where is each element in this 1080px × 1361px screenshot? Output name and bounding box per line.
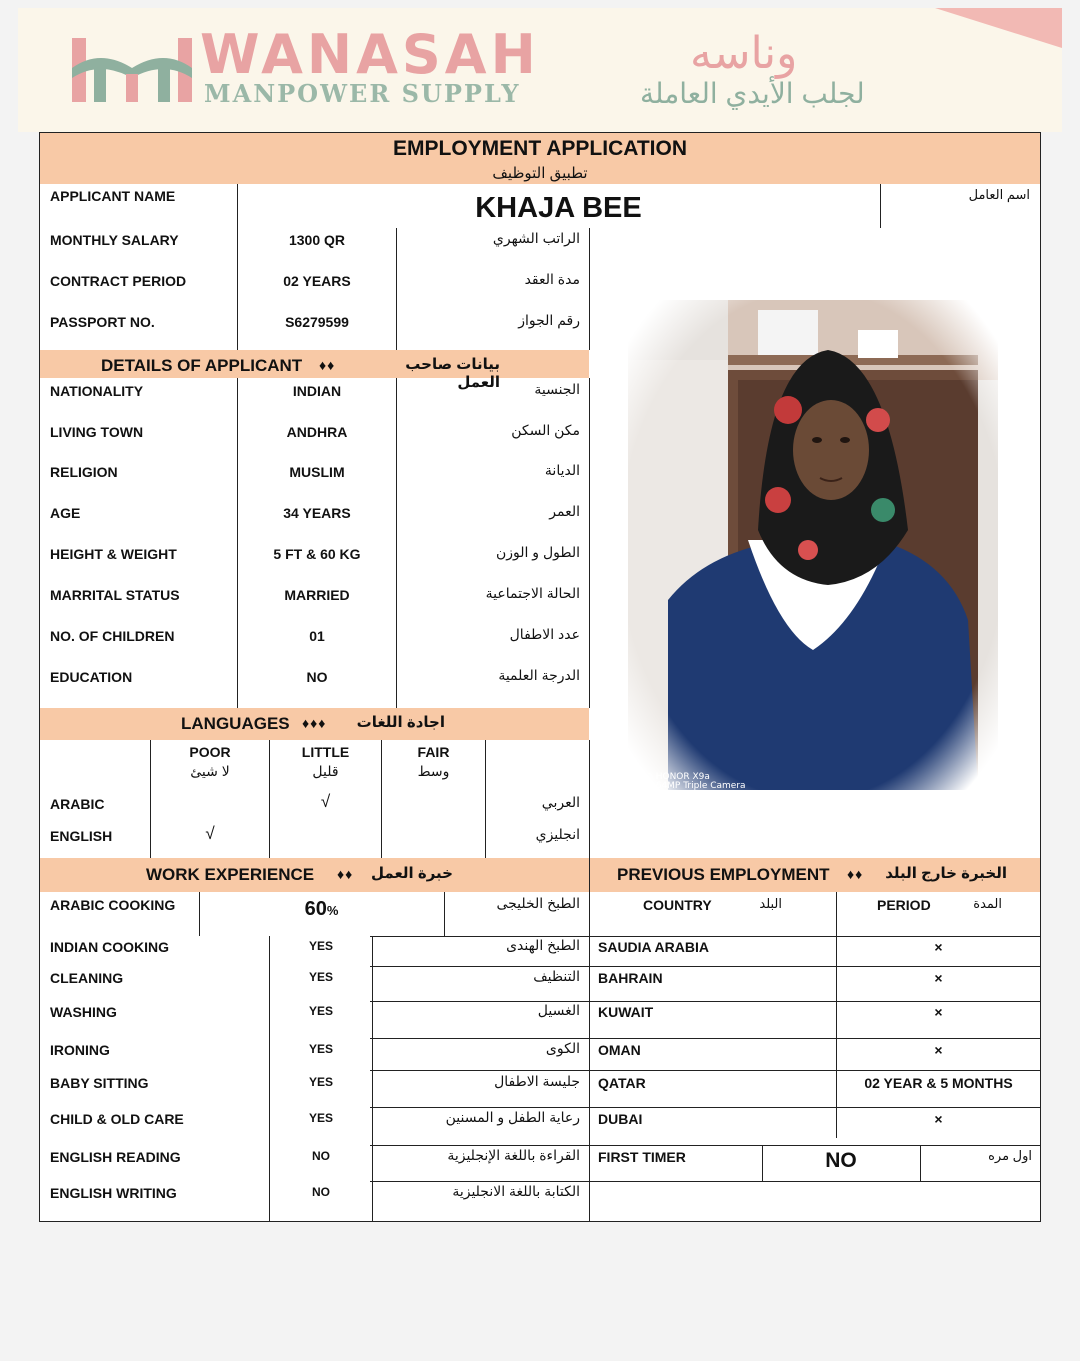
row-label-arabic: الدرجة العلمية: [498, 667, 580, 683]
work-marks: ♦♦: [337, 866, 354, 882]
row-label-arabic: الراتب الشهري: [492, 230, 580, 246]
work-label: ENGLISH READING: [50, 1149, 181, 1165]
first-timer-value: NO: [825, 1149, 857, 1172]
form-title-arabic: تطبيق التوظيف: [492, 165, 588, 182]
country-name: BAHRAIN: [598, 970, 663, 986]
row-label: MONTHLY SALARY: [50, 232, 179, 248]
photo-caption-camera: ● 64MP Triple Camera: [645, 781, 746, 791]
row-value: MUSLIM: [289, 464, 345, 480]
row-label: CONTRACT PERIOD: [50, 273, 187, 289]
period-header-arabic: المدة: [973, 896, 1002, 911]
country-header: COUNTRY: [643, 897, 712, 913]
level-label-arabic: قليل: [312, 763, 339, 779]
details-title: DETAILS OF APPLICANT: [101, 356, 303, 375]
row-label: MARRITAL STATUS: [50, 587, 180, 603]
details-title-arabic: بيانات صاحب العمل: [405, 356, 500, 391]
period-header: PERIOD: [877, 897, 931, 913]
work-label-arabic: جليسة الاطفال: [494, 1073, 580, 1089]
work-label-arabic: الكتابة باللغة الانجليزية: [452, 1183, 580, 1199]
country-name: QATAR: [598, 1075, 646, 1091]
row-value: 34 YEARS: [283, 505, 351, 521]
period-value: ×: [934, 939, 943, 955]
row-label-arabic: مدة العقد: [524, 271, 580, 287]
row-label: HEIGHT & WEIGHT: [50, 546, 177, 562]
row-label-arabic: رقم الجواز: [518, 312, 580, 328]
language-name: ARABIC: [50, 796, 105, 812]
row-label: LIVING TOWN: [50, 424, 144, 440]
work-label-arabic: رعاية الطفل و المسنين: [445, 1109, 580, 1125]
row-label-arabic: الجنسية: [534, 381, 580, 397]
country-header-arabic: البلد: [759, 896, 782, 911]
brand-subtitle: MANPOWER SUPPLY: [204, 79, 521, 108]
corner-decoration: [935, 8, 1062, 48]
row-value: 1300 QR: [288, 232, 346, 248]
work-value: NO: [312, 1149, 330, 1163]
previous-marks: ♦♦: [847, 866, 864, 882]
row-label-arabic: عدد الاطفال: [509, 626, 580, 642]
level-mark: √: [320, 792, 331, 811]
period-value: 02 YEAR & 5 MONTHS: [864, 1075, 1013, 1091]
level-mark: √: [205, 824, 215, 843]
languages-title-arabic: اجادة اللغات: [356, 714, 445, 731]
applicant-name: KHAJA BEE: [475, 192, 642, 224]
work-label-arabic: القراءة باللغة الإنجليزية: [447, 1147, 580, 1163]
work-label: CHILD & OLD CARE: [50, 1111, 184, 1127]
period-value: ×: [934, 1004, 943, 1020]
work-label-arabic: الكوى: [545, 1040, 580, 1056]
row-value: INDIAN: [292, 383, 342, 399]
row-value: 02 YEARS: [283, 273, 351, 289]
first-timer-label-arabic: اول مره: [988, 1148, 1032, 1163]
work-label-arabic: التنظيف: [533, 968, 580, 984]
work-title-arabic: خبرة العمل: [371, 865, 453, 882]
first-timer-label: FIRST TIMER: [598, 1149, 686, 1165]
period-value: ×: [934, 970, 943, 986]
row-label-arabic: الحالة الاجتماعية: [485, 585, 580, 601]
work-value: YES: [308, 970, 333, 984]
row-value: 5 FT & 60 KG: [273, 546, 361, 562]
language-name-arabic: انجليزي: [535, 826, 580, 842]
level-label: LITTLE: [301, 744, 350, 760]
details-marks: ♦♦: [319, 357, 336, 373]
period-value: ×: [934, 1042, 943, 1058]
row-value: MARRIED: [284, 587, 350, 603]
row-label-arabic: مكن السكن: [511, 422, 580, 438]
work-value: YES: [308, 1111, 333, 1125]
languages-marks: ♦♦♦: [302, 715, 327, 731]
country-name: OMAN: [598, 1042, 641, 1058]
row-label: NATIONALITY: [50, 383, 144, 399]
work-label: INDIAN COOKING: [50, 939, 169, 955]
company-logo: [70, 38, 194, 102]
row-label: NO. OF CHILDREN: [50, 628, 175, 644]
level-label-arabic: لا شيئ: [190, 763, 230, 779]
work-label: ARABIC COOKING: [50, 897, 176, 913]
level-label: FAIR: [417, 744, 450, 760]
language-name: ENGLISH: [50, 828, 113, 844]
language-name-arabic: العربي: [541, 794, 580, 810]
row-label-arabic: الطول و الوزن: [495, 544, 580, 560]
row-label: PASSPORT NO.: [50, 314, 155, 330]
applicant-name-label-arabic: اسم العامل: [968, 187, 1030, 202]
row-value: S6279599: [285, 314, 349, 330]
work-value: YES: [308, 939, 333, 953]
work-label: IRONING: [50, 1042, 110, 1058]
work-value: NO: [312, 1185, 330, 1199]
applicant-name-label: APPLICANT NAME: [50, 188, 176, 204]
arabic-cooking-value: 60%: [304, 898, 339, 920]
work-value: YES: [308, 1004, 333, 1018]
work-label: WASHING: [50, 1004, 117, 1020]
work-label: CLEANING: [50, 970, 124, 986]
row-label-arabic: العمر: [549, 503, 580, 519]
work-label-arabic: الطبخ الخليجى: [496, 895, 580, 911]
row-label: RELIGION: [50, 464, 118, 480]
work-title: WORK EXPERIENCE: [146, 865, 315, 884]
applicant-photo: [628, 300, 998, 790]
previous-title-arabic: الخبرة خارج البلد: [885, 865, 1007, 882]
row-label-arabic: الديانة: [544, 462, 580, 478]
row-value: 01: [309, 628, 325, 644]
previous-title: PREVIOUS EMPLOYMENT: [617, 865, 830, 884]
brand-name: WANASAH: [200, 23, 540, 86]
period-value: ×: [934, 1111, 943, 1127]
country-name: DUBAI: [598, 1111, 643, 1127]
row-label: AGE: [50, 505, 81, 521]
work-label-arabic: الطبخ الهندى: [506, 937, 580, 953]
level-label: POOR: [189, 744, 231, 760]
row-value: ANDHRA: [286, 424, 348, 440]
photo-caption-model: ○ HONOR X9a: [645, 772, 710, 782]
work-label-arabic: الغسيل: [537, 1002, 580, 1018]
brand-subtitle-arabic: لجلب الأيدي العاملة: [640, 78, 865, 109]
row-label: EDUCATION: [50, 669, 133, 685]
work-value: YES: [308, 1075, 333, 1089]
brand-name-arabic: وناسه: [690, 29, 798, 78]
level-label-arabic: وسط: [417, 763, 450, 779]
work-label: BABY SITTING: [50, 1075, 149, 1091]
country-name: KUWAIT: [598, 1004, 654, 1020]
form-title: EMPLOYMENT APPLICATION: [393, 137, 687, 160]
work-value: YES: [308, 1042, 333, 1056]
languages-title: LANGUAGES: [181, 714, 290, 733]
row-value: NO: [306, 669, 328, 685]
work-label: ENGLISH WRITING: [50, 1185, 177, 1201]
country-name: SAUDIA ARABIA: [598, 939, 709, 955]
